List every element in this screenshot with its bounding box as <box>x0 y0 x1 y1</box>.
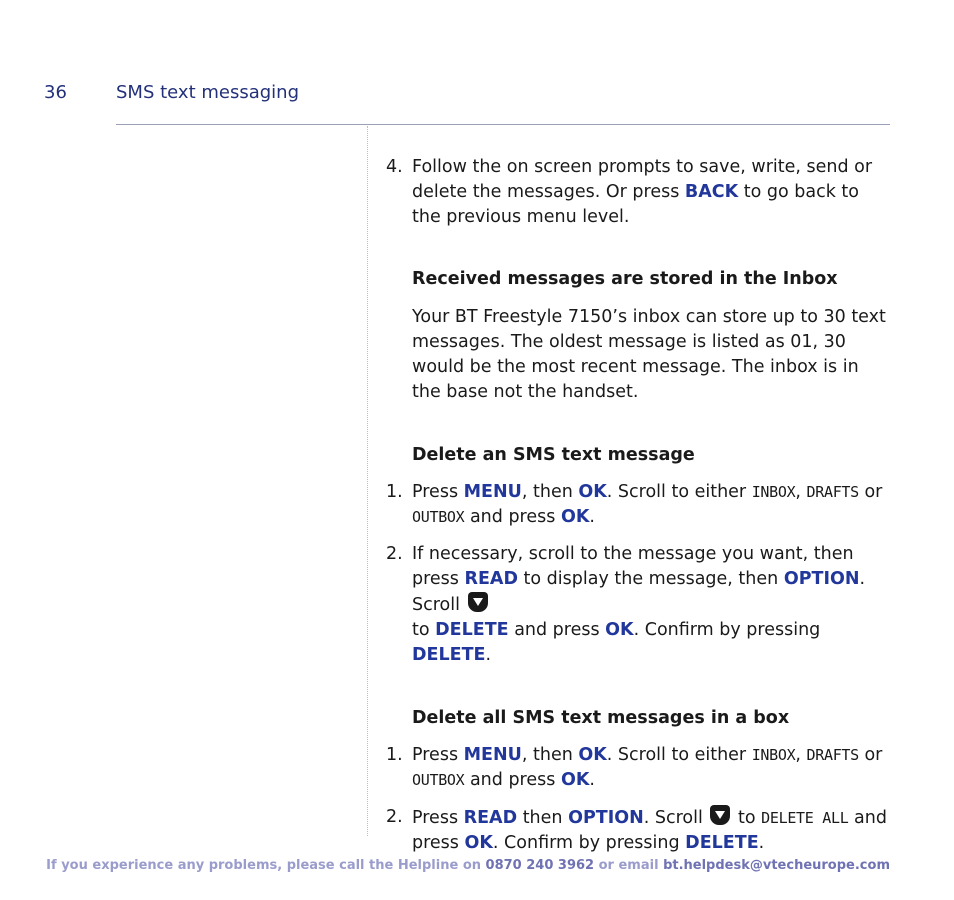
text-run: . Scroll to either <box>606 745 752 765</box>
text-run: . Confirm by pressing <box>633 620 821 640</box>
text-run: . <box>589 770 595 790</box>
helpdesk-email: bt.helpdesk@vtecheurope.com <box>663 858 890 873</box>
text-run: . <box>485 645 492 665</box>
text-run: . Scroll to either <box>606 482 752 502</box>
key-option: OPTION <box>783 569 860 589</box>
key-delete: DELETE <box>412 645 486 665</box>
down-arrow-key-icon <box>468 592 488 612</box>
key-read: READ <box>463 808 518 828</box>
step-text <box>412 542 892 668</box>
key-back: BACK <box>684 182 739 202</box>
key-delete: DELETE <box>435 620 509 640</box>
section-title: SMS text messaging <box>116 82 300 103</box>
text-run: . <box>589 507 595 527</box>
main-content <box>386 155 892 856</box>
helpline-footer <box>0 858 890 873</box>
text-run: Press <box>412 808 464 828</box>
text-run: then <box>517 808 569 828</box>
text-run: and press <box>508 620 606 640</box>
lcd-drafts: DRAFTS <box>806 746 859 764</box>
text-run: to <box>412 620 436 640</box>
step-text <box>412 480 892 530</box>
delete-all-step-1 <box>386 743 892 793</box>
text-run: , <box>795 745 807 765</box>
text-run: . Confirm by pressing <box>492 833 686 853</box>
text-run: or <box>858 745 883 765</box>
key-ok: OK <box>578 482 607 502</box>
key-ok: OK <box>578 745 607 765</box>
key-option: OPTION <box>568 808 644 828</box>
text-run: If necessary, scroll to the message you want, then press <box>412 544 854 589</box>
text-run: Follow the on screen prompts to save, write, send or delete the messages. Or press <box>412 157 873 202</box>
key-ok: OK <box>605 620 634 640</box>
delete-all-heading: Delete all SMS text messages in a box <box>412 708 790 728</box>
inbox-heading: Received messages are stored in the Inbox <box>412 269 838 289</box>
lcd-inbox: INBOX <box>751 746 796 764</box>
step-4 <box>386 155 892 230</box>
column-divider <box>367 126 368 836</box>
step-text <box>412 805 892 856</box>
text-run: and press <box>464 770 561 790</box>
key-delete: DELETE <box>685 833 759 853</box>
delete-one-step-2 <box>386 542 892 668</box>
key-menu: MENU <box>463 745 522 765</box>
key-ok: OK <box>560 770 590 790</box>
inbox-body: Your BT Freestyle 7150’s inbox can store up to 30 text messages. The oldest message is listed as 01, 30 would be the most recent message. The inbox is in the base not the handset. <box>412 307 886 402</box>
lcd-delete-all: DELETE ALL <box>761 809 849 827</box>
text-run: . <box>758 833 765 853</box>
key-ok: OK <box>464 833 493 853</box>
step-text <box>412 743 892 793</box>
helpline-phone: 0870 240 3962 <box>485 858 595 873</box>
header-divider <box>116 124 890 125</box>
step-number: 1. <box>386 482 403 502</box>
text-run: Press <box>412 482 464 502</box>
text-run: to <box>732 808 762 828</box>
text-run: . Scroll <box>643 808 709 828</box>
delete-one-step-1 <box>386 480 892 530</box>
lcd-inbox: INBOX <box>751 483 796 501</box>
text-run: , then <box>521 745 579 765</box>
lcd-outbox: OUTBOX <box>412 771 465 789</box>
text-run: , then <box>521 482 579 502</box>
page-number: 36 <box>44 82 67 103</box>
text-run: , <box>795 482 807 502</box>
text-run: or <box>858 482 883 502</box>
delete-one-heading: Delete an SMS text message <box>412 445 695 465</box>
text-run: Press <box>412 745 464 765</box>
text-run: to go back to the previous menu level. <box>412 182 859 227</box>
step-number: 1. <box>386 745 403 765</box>
lcd-outbox: OUTBOX <box>412 508 465 526</box>
text-run: . Scroll <box>412 569 866 615</box>
text-run: to display the message, then <box>517 569 784 589</box>
step-number: 4. <box>386 157 403 177</box>
text-run: or email <box>594 858 664 873</box>
delete-all-step-2 <box>386 805 892 856</box>
key-read: READ <box>464 569 518 589</box>
step-number: 2. <box>386 544 403 564</box>
text-run: If you experience any problems, please call the Helpline on <box>46 858 486 873</box>
key-ok: OK <box>560 507 590 527</box>
key-menu: MENU <box>463 482 522 502</box>
text-run: and press <box>464 507 561 527</box>
step-number: 2. <box>386 807 403 827</box>
lcd-drafts: DRAFTS <box>806 483 859 501</box>
text-run: and press <box>412 808 887 853</box>
step-text <box>412 155 892 230</box>
down-arrow-key-icon <box>710 805 730 825</box>
